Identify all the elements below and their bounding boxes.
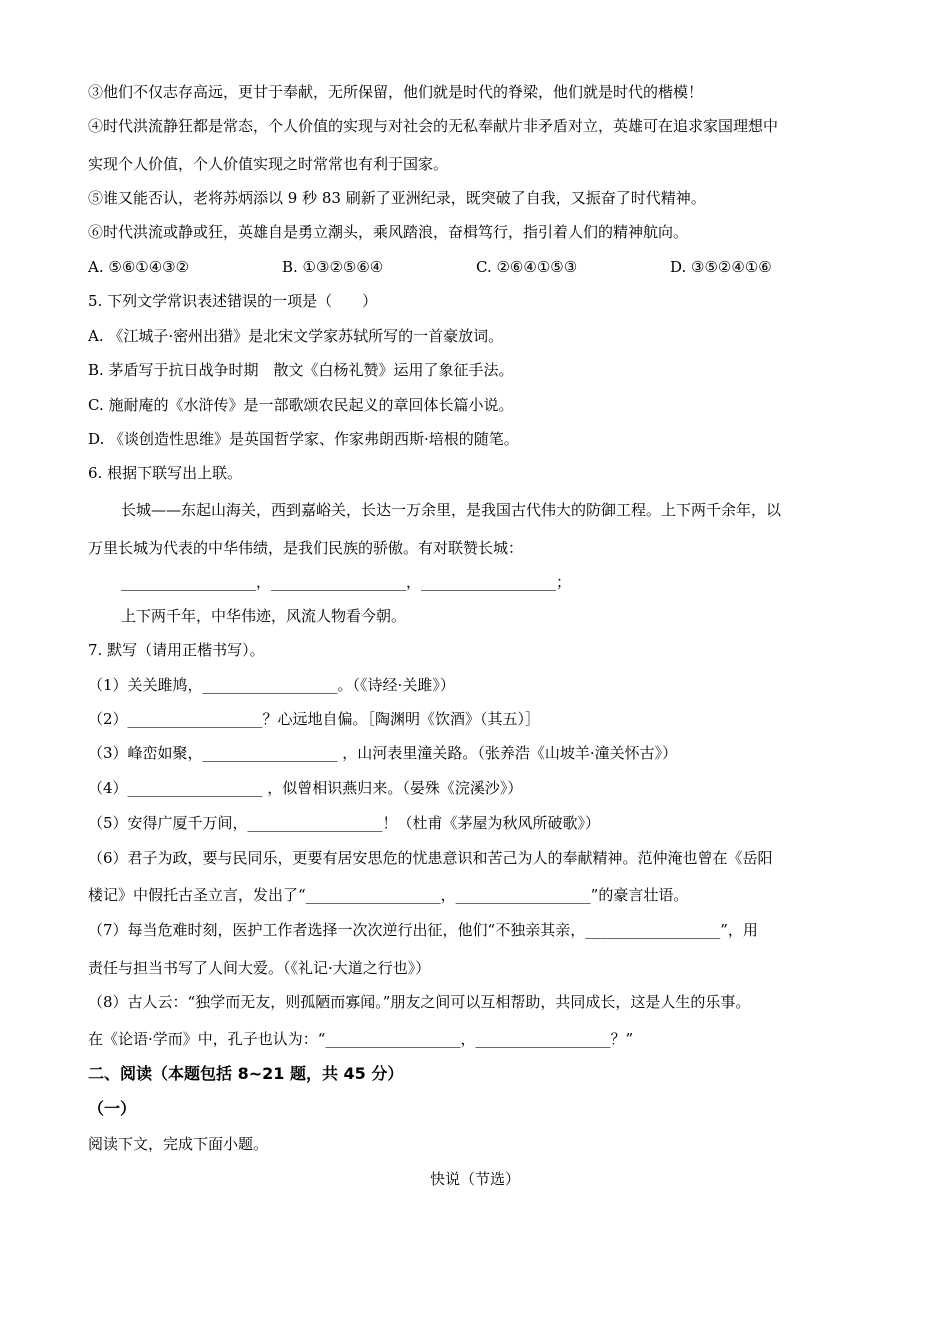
- q4-option-a: A. ⑤⑥①④③②: [88, 258, 190, 276]
- sentence-6: ⑥时代洪流或静或狂，英雄自是勇立潮头，乘风踏浪，奋楫笃行，指引着人们的精神航向。: [88, 223, 689, 241]
- q7-item-5: （5）安得广厦千万间，__________________！（杜甫《茅屋为秋风所破歌》）: [88, 814, 601, 832]
- q5-option-b: B. 茅盾写于抗日战争时期 散文《白杨礼赞》运用了象征手法。: [88, 361, 514, 379]
- q7-item-8-line1: （8）古人云：“独学而无友，则孤陋而寡闻。”朋友之间可以互相帮助，共同成长，这是人生的乐事。: [88, 993, 751, 1011]
- q5-option-d: D. 《谈创造性思维》是英国哲学家、作家弗朗西斯·培根的随笔。: [88, 430, 519, 448]
- reading-instruction: 阅读下文，完成下面小题。: [88, 1135, 269, 1153]
- q4-option-d: D. ③⑤②④①⑥: [670, 258, 772, 276]
- q7-item-2: （2）__________________？心远地自偏。［陶渊明《饮酒》（其五）］: [88, 710, 541, 728]
- q7-item-3: （3）峰峦如聚，__________________ ，山河表里潼关路。（张养浩《山坡羊·潼关怀古》）: [88, 744, 678, 762]
- q5-option-c: C. 施耐庵的《水浒传》是一部歌颂农民起义的章回体长篇小说。: [88, 396, 514, 414]
- subsection-heading: （一）: [88, 1099, 137, 1118]
- q6-paragraph-line1: 长城——东起山海关，西到嘉峪关，长达一万余里，是我国古代伟大的防御工程。上下两千余年，以: [121, 501, 782, 519]
- q7-item-7-line1: （7）每当危难时刻，医护工作者选择一次次逆行出征，他们“不独亲其亲，__________________”，用: [88, 921, 758, 939]
- q7-item-4: （4）__________________ ，似曾相识燕归来。（晏殊《浣溪沙》）: [88, 779, 523, 797]
- section-heading: 二、阅读（本题包括 8~21 题，共 45 分）: [88, 1064, 404, 1083]
- article-title: 快说（节选）: [429, 1170, 520, 1188]
- q7-item-7-line2: 责任与担当书写了人间大爱。（《礼记·大道之行也》）: [88, 959, 431, 977]
- q6-stem: 6. 根据下联写出上联。: [88, 464, 243, 482]
- q5-option-a: A. 《江城子·密州出猎》是北宋文学家苏轼所写的一首豪放词。: [88, 327, 504, 345]
- q6-lower-couplet: 上下两千年，中华伟迹，风流人物看今朝。: [121, 607, 407, 625]
- q7-item-8-line2: 在《论语·学而》中，孔子也认为：“__________________，__________________？”: [88, 1030, 634, 1048]
- sentence-4-line2: 实现个人价值，个人价值实现之时常常也有利于国家。: [88, 155, 449, 173]
- q6-answer-blanks: __________________，__________________，__________________；: [121, 573, 572, 591]
- q5-stem: 5. 下列文学常识表述错误的一项是（ ）: [88, 292, 378, 310]
- q4-option-b: B. ①③②⑤⑥④: [282, 258, 384, 276]
- q7-item-6-line1: （6）君子为政，要与民同乐，更要有居安思危的忧患意识和苦己为人的奉献精神。范仲淹也曾在《岳阳: [88, 849, 773, 867]
- sentence-4-line1: ④时代洪流静狂都是常态，个人价值的实现与对社会的无私奉献片非矛盾对立，英雄可在追求家国理想中: [88, 117, 779, 135]
- q6-paragraph-line2: 万里长城为代表的中华伟绩，是我们民族的骄傲。有对联赞长城：: [88, 539, 524, 557]
- sentence-3: ③他们不仅志存高远，更甘于奉献，无所保留，他们就是时代的脊梁，他们就是时代的楷模！: [88, 83, 704, 101]
- q7-stem: 7. 默写（请用正楷书写）。: [88, 641, 265, 659]
- sentence-5: ⑤谁又能否认，老将苏炳添以 9 秒 83 刷新了亚洲纪录，既突破了自我，又振奋了时代精神。: [88, 189, 706, 207]
- q7-item-6-line2: 楼记》中假托古圣立言，发出了“__________________，__________________”的豪言壮语。: [88, 886, 689, 904]
- q7-item-1: （1）关关雎鸠，__________________。（《诗经·关雎》）: [88, 676, 455, 694]
- q4-option-c: C. ②⑥④①⑤③: [476, 258, 578, 276]
